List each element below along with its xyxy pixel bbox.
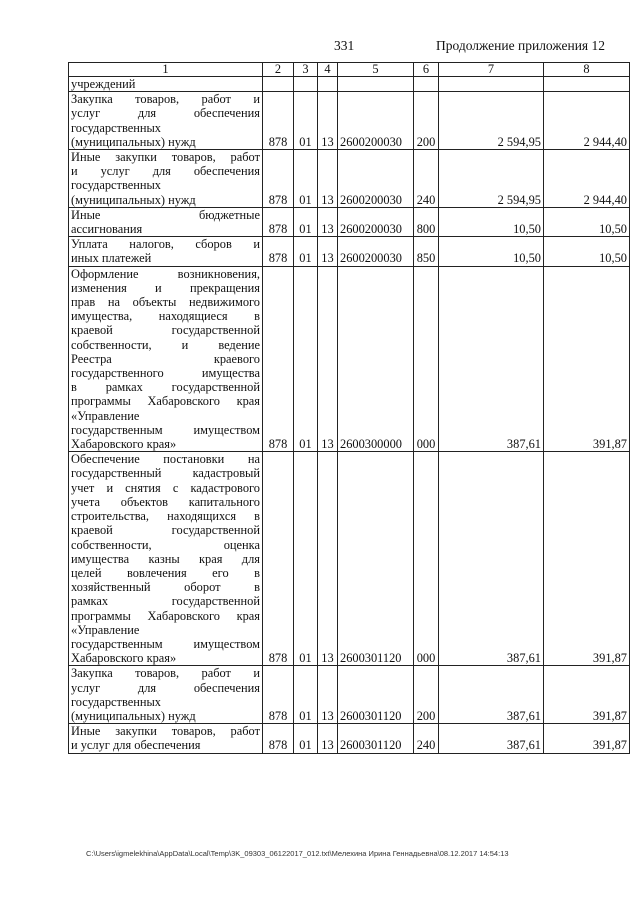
row-name-cell — [69, 666, 263, 724]
row-name-line: Закупка товаров, работ и — [71, 666, 260, 681]
row-name-line: Иные закупки товаров, работ — [71, 150, 260, 165]
row-name-line: государственный кадастровый — [71, 466, 260, 481]
row-name-line: государственных — [71, 694, 162, 709]
amount-year2-cell: 2 944,40 — [544, 150, 630, 208]
table-row — [69, 266, 630, 452]
target-article-cell: 2600200030 — [338, 237, 414, 266]
section-code-cell — [294, 77, 318, 92]
row-name-line: Закупка товаров, работ и — [71, 92, 260, 107]
table-row — [69, 666, 630, 724]
row-name-line: программы Хабаровского края — [71, 608, 260, 623]
section-code-cell: 01 — [294, 452, 318, 666]
row-name-line: имущества казны края для — [71, 551, 260, 566]
row-name-line: изменения и прекращения — [71, 280, 260, 295]
col-header-7: 7 — [439, 63, 544, 77]
row-name-line: (муниципальных) нужд — [71, 708, 196, 723]
grbs-code-cell: 878 — [263, 266, 294, 452]
col-header-5: 5 — [338, 63, 414, 77]
row-name-line: Обеспечение постановки на — [71, 452, 260, 467]
row-name-line: Оформление возникновения, — [71, 266, 260, 281]
amount-year1-cell: 10,50 — [439, 207, 544, 236]
page-header — [0, 38, 640, 56]
row-name-line: учета объектов капитального — [71, 494, 260, 509]
subsection-code-cell — [318, 77, 338, 92]
subsection-code-cell: 13 — [318, 150, 338, 208]
expense-type-cell: 850 — [414, 237, 439, 266]
grbs-code-cell: 878 — [263, 150, 294, 208]
row-name-line: рамках государственной — [71, 594, 260, 609]
amount-year1-cell: 2 594,95 — [439, 92, 544, 150]
section-code-cell: 01 — [294, 207, 318, 236]
row-name-line: учреждений — [71, 77, 136, 91]
row-name-line: Иные бюджетные — [71, 207, 260, 222]
grbs-code-cell: 878 — [263, 666, 294, 724]
target-article-cell: 2600300000 — [338, 266, 414, 452]
grbs-code-cell: 878 — [263, 207, 294, 236]
target-article-cell: 2600200030 — [338, 207, 414, 236]
target-article-cell: 2600301120 — [338, 452, 414, 666]
row-name-line: Уплата налогов, сборов и — [71, 237, 260, 252]
amount-year1-cell: 387,61 — [439, 724, 544, 753]
row-name-line: краевой государственной — [71, 323, 260, 338]
row-name-cell — [69, 150, 263, 208]
section-code-cell: 01 — [294, 237, 318, 266]
row-name-line: и услуг для обеспечения — [71, 738, 201, 753]
budget-table — [68, 62, 630, 754]
expense-type-cell: 240 — [414, 724, 439, 753]
file-path-footer: C:\Users\igmelekhina\AppData\Local\Temp\3K_09303_06122017_012.txt\Мелехина Ирина Геннадьевна\08.12.2017 14:54:13 — [86, 849, 509, 858]
target-article-cell: 2600301120 — [338, 666, 414, 724]
section-code-cell: 01 — [294, 266, 318, 452]
amount-year2-cell: 391,87 — [544, 724, 630, 753]
target-article-cell: 2600200030 — [338, 150, 414, 208]
expense-type-cell: 800 — [414, 207, 439, 236]
row-name-line: услуг для обеспечения — [71, 680, 260, 695]
expense-type-cell: 200 — [414, 92, 439, 150]
row-name-line: государственных — [71, 120, 162, 135]
row-name-line: Хабаровского края» — [71, 651, 177, 666]
row-name-line: Хабаровского края» — [71, 437, 177, 452]
expense-type-cell: 000 — [414, 266, 439, 452]
amount-year1-cell: 387,61 — [439, 452, 544, 666]
expense-type-cell: 200 — [414, 666, 439, 724]
row-name-line: государственного имущества — [71, 366, 260, 381]
row-name-line: целей вовлечения его в — [71, 565, 260, 580]
col-header-3: 3 — [294, 63, 318, 77]
row-name-line: строительства, находящихся в — [71, 509, 260, 524]
row-name-line: услуг для обеспечения — [71, 106, 260, 121]
row-name-line: иных платежей — [71, 251, 152, 266]
continuation-label: Продолжение приложения 12 — [436, 38, 606, 53]
subsection-code-cell: 13 — [318, 724, 338, 753]
section-code-cell: 01 — [294, 666, 318, 724]
row-name-line: «Управление — [71, 622, 140, 637]
row-name-line: собственности, и ведение — [71, 337, 260, 352]
amount-year2-cell: 10,50 — [544, 207, 630, 236]
section-code-cell: 01 — [294, 724, 318, 753]
table-row — [69, 237, 630, 266]
subsection-code-cell: 13 — [318, 452, 338, 666]
amount-year1-cell: 10,50 — [439, 237, 544, 266]
subsection-code-cell: 13 — [318, 237, 338, 266]
section-code-cell: 01 — [294, 92, 318, 150]
row-name-line: краевой государственной — [71, 523, 260, 538]
amount-year1-cell: 387,61 — [439, 266, 544, 452]
grbs-code-cell — [263, 77, 294, 92]
expense-type-cell: 240 — [414, 150, 439, 208]
row-name-line: государственным имуществом — [71, 636, 260, 651]
row-name-cell — [69, 207, 263, 236]
table-row — [69, 452, 630, 666]
row-name-line: в рамках государственной — [71, 380, 260, 395]
row-name-line: прав на объекты недвижимого — [71, 295, 260, 310]
amount-year2-cell — [544, 77, 630, 92]
row-name-line: и услуг для обеспечения — [71, 164, 260, 179]
row-name-line: учет и снятия с кадастрового — [71, 480, 260, 495]
subsection-code-cell: 13 — [318, 666, 338, 724]
grbs-code-cell: 878 — [263, 237, 294, 266]
target-article-cell — [338, 77, 414, 92]
table-row — [69, 77, 630, 92]
page-number: 331 — [334, 38, 355, 53]
row-name-line: государственных — [71, 178, 162, 193]
row-name-line: «Управление — [71, 408, 140, 423]
row-name-line: Иные закупки товаров, работ — [71, 724, 260, 739]
table-row — [69, 207, 630, 236]
row-name-cell — [69, 452, 263, 666]
col-header-1: 1 — [69, 63, 263, 77]
row-name-line: (муниципальных) нужд — [71, 192, 196, 207]
target-article-cell: 2600301120 — [338, 724, 414, 753]
amount-year1-cell — [439, 77, 544, 92]
col-header-6: 6 — [414, 63, 439, 77]
row-name-line: собственности, оценка — [71, 537, 260, 552]
table-row — [69, 150, 630, 208]
grbs-code-cell: 878 — [263, 724, 294, 753]
subsection-code-cell: 13 — [318, 266, 338, 452]
row-name-line: (муниципальных) нужд — [71, 134, 196, 149]
row-name-line: хозяйственный оборот в — [71, 580, 260, 595]
subsection-code-cell: 13 — [318, 92, 338, 150]
row-name-line: имущества, находящиеся в — [71, 309, 260, 324]
row-name-line: программы Хабаровского края — [71, 394, 260, 409]
amount-year1-cell: 387,61 — [439, 666, 544, 724]
row-name-line: государственным имуществом — [71, 422, 260, 437]
table-row — [69, 92, 630, 150]
row-name-cell — [69, 92, 263, 150]
section-code-cell: 01 — [294, 150, 318, 208]
row-name-cell — [69, 266, 263, 452]
expense-type-cell — [414, 77, 439, 92]
amount-year2-cell: 10,50 — [544, 237, 630, 266]
target-article-cell: 2600200030 — [338, 92, 414, 150]
row-name-cell — [69, 724, 263, 753]
col-header-8: 8 — [544, 63, 630, 77]
expense-type-cell: 000 — [414, 452, 439, 666]
amount-year2-cell: 391,87 — [544, 452, 630, 666]
row-name-cell — [69, 77, 263, 92]
table-row — [69, 724, 630, 753]
grbs-code-cell: 878 — [263, 452, 294, 666]
amount-year2-cell: 391,87 — [544, 666, 630, 724]
amount-year1-cell: 2 594,95 — [439, 150, 544, 208]
row-name-line: Реестра краевого — [71, 351, 260, 366]
column-header-row — [69, 63, 630, 77]
row-name-line: ассигнования — [71, 222, 143, 237]
grbs-code-cell: 878 — [263, 92, 294, 150]
subsection-code-cell: 13 — [318, 207, 338, 236]
row-name-cell — [69, 237, 263, 266]
amount-year2-cell: 391,87 — [544, 266, 630, 452]
col-header-2: 2 — [263, 63, 294, 77]
col-header-4: 4 — [318, 63, 338, 77]
amount-year2-cell: 2 944,40 — [544, 92, 630, 150]
